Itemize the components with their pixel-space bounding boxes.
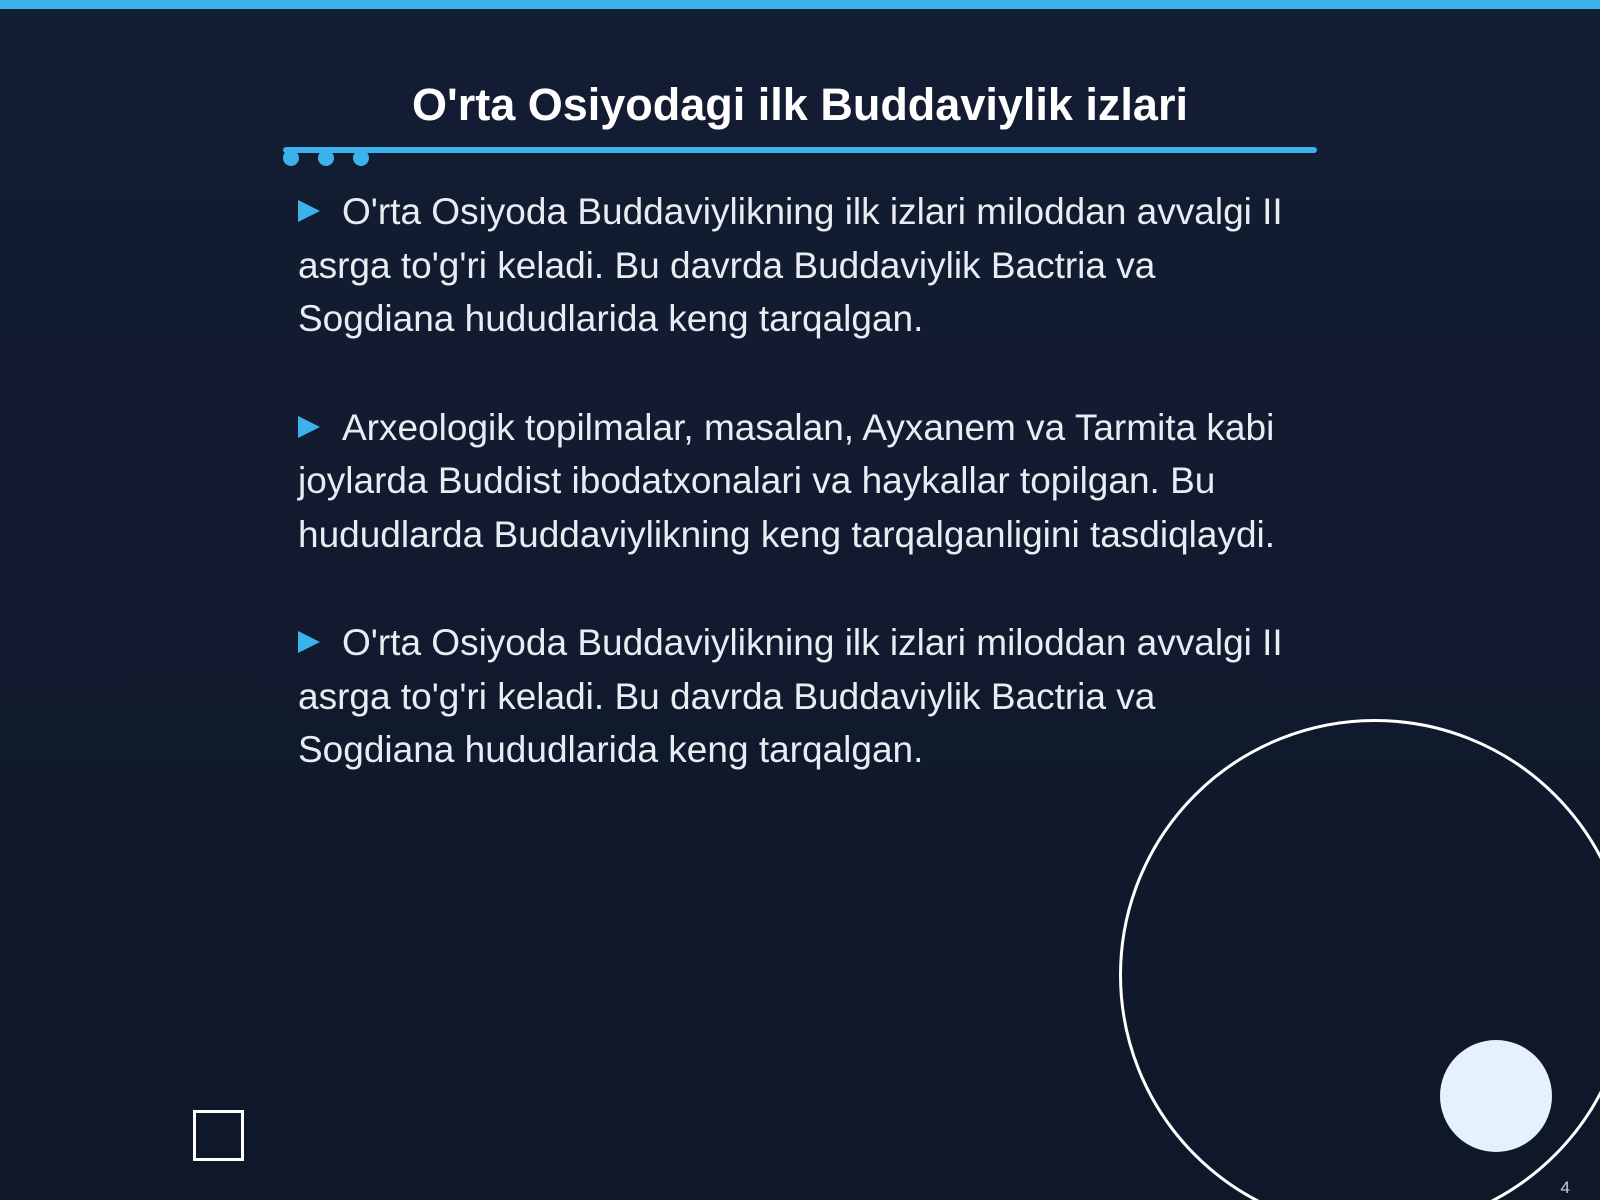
bullet-item[interactable] bbox=[298, 616, 1298, 777]
title-underline bbox=[283, 147, 1317, 153]
triangle-bullet-icon bbox=[298, 416, 320, 438]
bullet-text: O'rta Osiyoda Buddaviylikning ilk izlari miloddan avvalgi II asrga to'g'ri keladi. Bu davrda Buddaviylik Bactria va Sogdiana hududlarida keng tarqalgan. bbox=[298, 191, 1283, 339]
slide-title[interactable]: O'rta Osiyodagi ilk Buddaviylik izlari bbox=[412, 79, 1188, 130]
accent-dot bbox=[283, 150, 299, 166]
triangle-bullet-icon bbox=[298, 631, 320, 653]
accent-dot bbox=[353, 150, 369, 166]
bullet-item[interactable] bbox=[298, 401, 1298, 562]
top-accent-bar bbox=[0, 0, 1600, 9]
bullet-text: O'rta Osiyoda Buddaviylikning ilk izlari miloddan avvalgi II asrga to'g'ri keladi. Bu davrda Buddaviylik Bactria va Sogdiana hududlarida keng tarqalgan. bbox=[298, 622, 1283, 770]
accent-dot bbox=[318, 150, 334, 166]
decorative-square bbox=[193, 1110, 244, 1161]
decorative-disc bbox=[1440, 1040, 1552, 1152]
bullet-item[interactable] bbox=[298, 185, 1298, 346]
triangle-bullet-icon bbox=[298, 200, 320, 222]
bullet-list bbox=[298, 185, 1298, 832]
page-number: 4 bbox=[1560, 1178, 1570, 1197]
bullet-text: Arxeologik topilmalar, masalan, Ayxanem va Tarmita kabi joylarda Buddist ibodatxonalari va haykallar topilgan. Bu hududlarda Buddaviylikning keng tarqalganligini tasdiqlaydi. bbox=[298, 406, 1276, 555]
